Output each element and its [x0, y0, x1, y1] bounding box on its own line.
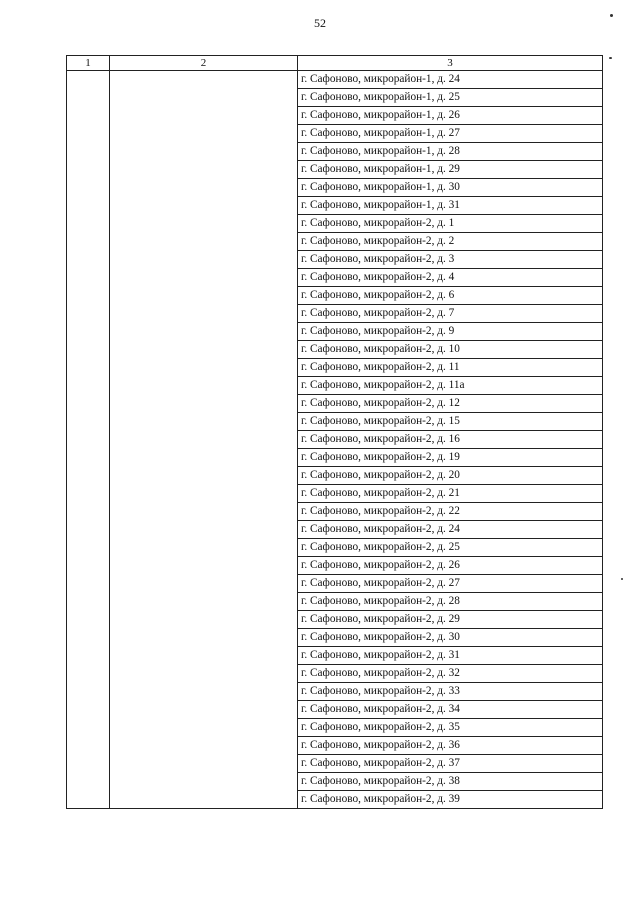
address-cell: г. Сафоново, микрорайон-1, д. 24	[298, 71, 603, 89]
address-cell: г. Сафоново, микрорайон-2, д. 30	[298, 629, 603, 647]
address-cell: г. Сафоново, микрорайон-2, д. 9	[298, 323, 603, 341]
address-cell: г. Сафоново, микрорайон-2, д. 7	[298, 305, 603, 323]
address-cell: г. Сафоново, микрорайон-2, д. 37	[298, 755, 603, 773]
scan-speck	[610, 14, 613, 17]
scan-speck	[621, 578, 623, 580]
address-cell: г. Сафоново, микрорайон-2, д. 31	[298, 647, 603, 665]
address-cell: г. Сафоново, микрорайон-2, д. 27	[298, 575, 603, 593]
address-cell: г. Сафоново, микрорайон-2, д. 2	[298, 233, 603, 251]
table-row	[67, 71, 603, 89]
address-cell: г. Сафоново, микрорайон-2, д. 22	[298, 503, 603, 521]
header-row	[67, 56, 603, 71]
address-cell: г. Сафоново, микрорайон-2, д. 24	[298, 521, 603, 539]
address-cell: г. Сафоново, микрорайон-2, д. 26	[298, 557, 603, 575]
address-cell: г. Сафоново, микрорайон-2, д. 25	[298, 539, 603, 557]
address-cell: г. Сафоново, микрорайон-1, д. 26	[298, 107, 603, 125]
page-number: 52	[314, 16, 326, 30]
address-table	[66, 55, 603, 809]
address-cell: г. Сафоново, микрорайон-2, д. 4	[298, 269, 603, 287]
address-cell: г. Сафоново, микрорайон-2, д. 6	[298, 287, 603, 305]
address-cell: г. Сафоново, микрорайон-1, д. 28	[298, 143, 603, 161]
table-body	[67, 71, 603, 809]
address-cell: г. Сафоново, микрорайон-2, д. 19	[298, 449, 603, 467]
address-cell: г. Сафоново, микрорайон-2, д. 32	[298, 665, 603, 683]
address-cell: г. Сафоново, микрорайон-2, д. 35	[298, 719, 603, 737]
address-cell: г. Сафоново, микрорайон-2, д. 33	[298, 683, 603, 701]
address-cell: г. Сафоново, микрорайон-2, д. 38	[298, 773, 603, 791]
address-cell: г. Сафоново, микрорайон-1, д. 29	[298, 161, 603, 179]
column-1-cell	[67, 71, 110, 809]
address-cell: г. Сафоново, микрорайон-2, д. 28	[298, 593, 603, 611]
address-cell: г. Сафоново, микрорайон-2, д. 15	[298, 413, 603, 431]
address-cell: г. Сафоново, микрорайон-2, д. 21	[298, 485, 603, 503]
address-cell: г. Сафоново, микрорайон-2, д. 29	[298, 611, 603, 629]
address-cell: г. Сафоново, микрорайон-1, д. 31	[298, 197, 603, 215]
scan-speck	[609, 57, 612, 59]
address-cell: г. Сафоново, микрорайон-2, д. 20	[298, 467, 603, 485]
table-header	[67, 56, 603, 71]
address-cell: г. Сафоново, микрорайон-2, д. 36	[298, 737, 603, 755]
address-cell: г. Сафоново, микрорайон-1, д. 25	[298, 89, 603, 107]
column-2-cell	[110, 71, 298, 809]
column-header-3: 3	[298, 56, 603, 71]
address-cell: г. Сафоново, микрорайон-1, д. 27	[298, 125, 603, 143]
column-header-2: 2	[110, 56, 298, 71]
address-cell: г. Сафоново, микрорайон-1, д. 30	[298, 179, 603, 197]
address-cell: г. Сафоново, микрорайон-2, д. 11	[298, 359, 603, 377]
address-cell: г. Сафоново, микрорайон-2, д. 34	[298, 701, 603, 719]
address-cell: г. Сафоново, микрорайон-2, д. 3	[298, 251, 603, 269]
address-cell: г. Сафоново, микрорайон-2, д. 39	[298, 791, 603, 809]
address-cell: г. Сафоново, микрорайон-2, д. 16	[298, 431, 603, 449]
address-cell: г. Сафоново, микрорайон-2, д. 12	[298, 395, 603, 413]
address-cell: г. Сафоново, микрорайон-2, д. 10	[298, 341, 603, 359]
address-cell: г. Сафоново, микрорайон-2, д. 1	[298, 215, 603, 233]
address-cell: г. Сафоново, микрорайон-2, д. 11а	[298, 377, 603, 395]
column-header-1: 1	[67, 56, 110, 71]
